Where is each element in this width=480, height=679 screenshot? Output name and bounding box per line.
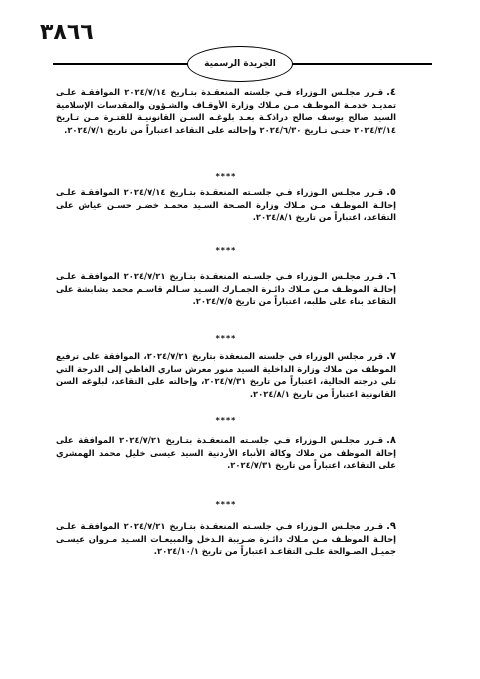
- decision-number: ٩.: [386, 521, 396, 532]
- separator: ****: [215, 416, 237, 425]
- decision-number: ٥.: [386, 187, 396, 198]
- decision-text: قـرر مجلـس الـوزراء فـي جلسـته المنعقـدة بتـاريخ ٢٠٢٤/٧/٢١ الموافقة على إحالة الموظف من ملاك وكالة الأنباء الأردنية السيد عيسى خليل محمد الهمشري على التقاعد، اعتباراً من تاريخ ٢٠٢٤/٧/٣١.: [56, 435, 396, 471]
- page-number: ٣٨٦٦: [40, 20, 94, 45]
- decision-item: [56, 270, 396, 308]
- gazette-title: الجريدة الرسمية: [204, 59, 276, 69]
- decision-text: قـرر مجلـس الـوزراء فـي جلسـته المنعقـدة بتـاريخ ٢٠٢٤/٧/٢١ الموافقـة علـى إحالـة الموظـف مـن مـلاك دائـرة ضـريبة الـدخل والمبيعـات السـيد مـروان عيسـى جميـل الصـوالحة علـى التقاعـد اعتباراً من تاريخ ٢٠٢٤/١٠/١.: [56, 521, 396, 557]
- separator: ****: [215, 172, 237, 181]
- decision-text: قرر مجلس الوزراء في جلسته المنعقدة بتاريخ ٢٠٢٤/٧/٢١، الموافقة على ترفيع الموظف من ملاك وزارة الداخلية السيد منور معرش ساري الغاظي إلى الدرجة التي تلي درجته الحالية، اعتباراً من تاريخ ٢٠٢٤/٧/٣١، وإحالته على التقاعد، لبلوغه السن القانونية اعتباراً من تاريخ ٢٠٢٤/٨/١.: [56, 351, 396, 399]
- separator: ****: [215, 500, 237, 509]
- decision-item: [56, 186, 396, 224]
- decision-text: قـرر مجلـس الـوزراء فـي جلسـته المنعقـدة بتـاريخ ٢٠٢٤/٧/١٤ الموافقـة علـى إحالـة الموظـف مـن مـلاك وزارة الصـحة السـيد محمـد خضـر حسـن عياش على التقاعد، اعتباراً من تاريخ ٢٠٢٤/٨/١.: [56, 187, 396, 223]
- decision-number: ٧.: [386, 351, 396, 362]
- decision-item: [56, 520, 396, 558]
- decision-number: ٨.: [386, 435, 396, 446]
- decision-number: ٦.: [386, 271, 396, 282]
- separator: ****: [215, 246, 237, 255]
- decision-text: قـرر مجلـس الـوزراء فـي جلسـته المنعقـدة بتـاريخ ٢٠٢٤/٧/٢١ الموافقـة علـى إحالـة الموظـف مـن مـلاك دائـرة الجمـارك السـيد سـالم قاسـم محمد بشابشة على التقاعد بناء على طلبه، اعتباراً من تاريخ ٢٠٢٤/٧/٥.: [56, 271, 396, 307]
- separator: ****: [215, 334, 237, 343]
- decision-item: [56, 86, 396, 136]
- decision-number: ٤.: [386, 87, 396, 98]
- gazette-title-oval: [187, 46, 293, 82]
- decision-item: [56, 350, 396, 400]
- decision-item: [56, 434, 396, 472]
- decision-text: قـرر مجلـس الـوزراء فـي جلسته المنعقـدة بتـاريخ ٢٠٢٤/٧/١٤ الموافقـة علـى تمديـد خدمـة الموظـف مـن مـلاك وزارة الأوقـاف والشـؤون والمقدسات الإسلامية السيد صالح يوسف صالح دراذكـة بعـد بلوغـه السـن القانونيـة للفتـرة مـن تـاريخ ٢٠٢٤/٣/١٤ حتـى تـاريخ ٢٠٢٤/٦/٣٠ وإحالته على التقاعد اعتباراً من تاريخ ٢٠٢٤/٧/١.: [56, 87, 396, 135]
